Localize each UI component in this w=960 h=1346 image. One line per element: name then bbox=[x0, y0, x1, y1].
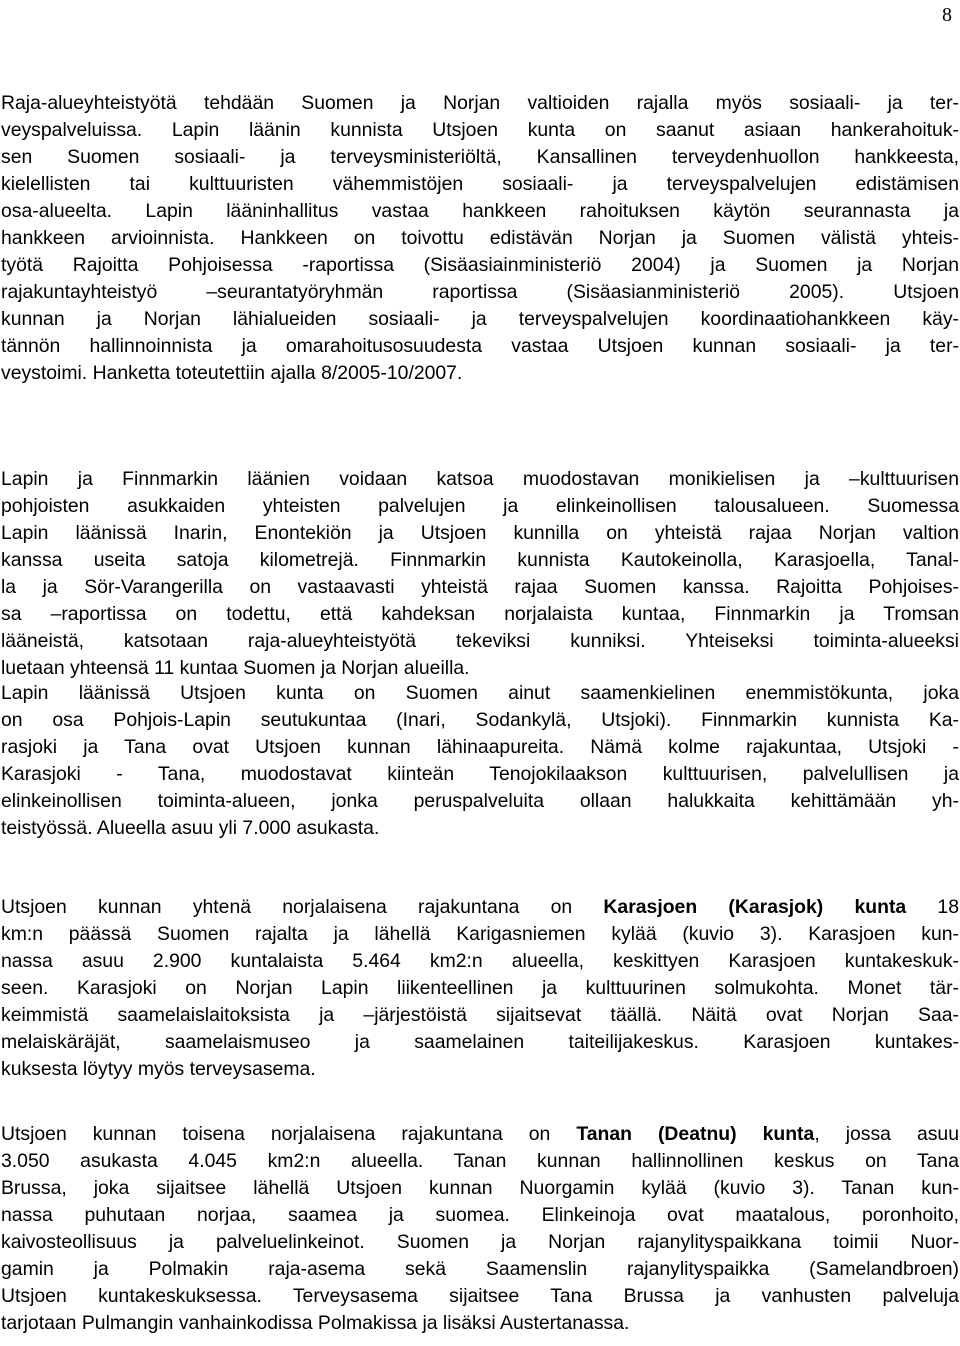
text-line: lääneistä, katsotaan raja-alueyhteistyötä tekeviksi kunniksi. Yhteiseksi toiminta-alueeksi bbox=[1, 630, 959, 652]
text-line: Utsjoen kunnan yhtenä norjalaisena rajakuntana on Karasjoen (Karasjok) kunta 18 bbox=[1, 896, 959, 918]
text-line: rasjoki ja Tana ovat Utsjoen kunnan lähinaapureita. Nämä kolme rajakuntaa, Utsjoki - bbox=[1, 736, 959, 758]
text-line: työtä Rajoitta Pohjoisessa -raportissa (Sisäasiainministeriö 2004) ja Suomen ja Norjan bbox=[1, 254, 959, 276]
text-line: nassa asuu 2.900 kuntalaista 5.464 km2:n alueella, keskittyen Karasjoen kuntakeskuk- bbox=[1, 950, 959, 972]
text-line: sa –raportissa on todettu, että kahdeksan norjalaista kuntaa, Finnmarkin ja Tromsan bbox=[1, 603, 959, 625]
text-line: 3.050 asukasta 4.045 km2:n alueella. Tanan kunnan hallinnollinen keskus on Tana bbox=[1, 1150, 959, 1172]
text-line: veyspalveluissa. Lapin läänin kunnista Utsjoen kunta on saanut asiaan hankerahoituk- bbox=[1, 119, 959, 141]
text-line: kielellisten tai kulttuuristen vähemmistöjen sosiaali- ja terveyspalvelujen edistämisen bbox=[1, 173, 959, 195]
text-line: Lapin läänissä Utsjoen kunta on Suomen ainut saamenkielinen enemmistökunta, joka bbox=[1, 682, 959, 704]
bold-term: Karasjoen (Karasjok) kunta bbox=[603, 896, 907, 918]
text-line: Lapin ja Finnmarkin läänien voidaan katsoa muodostavan monikielisen ja –kulttuurisen bbox=[1, 468, 959, 490]
text-line: tarjotaan Pulmangin vanhainkodissa Polmakissa ja lisäksi Austertanassa. bbox=[1, 1312, 630, 1334]
text-line: rajakuntayhteistyö –seurantatyöryhmän raportissa (Sisäasianministeriö 2005). Utsjoen bbox=[1, 281, 959, 303]
text-line: seen. Karasjoki on Norjan Lapin liikenteellinen ja kulttuurinen solmukohta. Monet tär- bbox=[1, 977, 959, 999]
text-line: nassa puhutaan norjaa, saamea ja suomea. Elinkeinoja ovat maatalous, poronhoito, bbox=[1, 1204, 959, 1226]
text-line: elinkeinollisen toiminta-alueen, jonka peruspalveluita ollaan halukkaita kehittämään yh- bbox=[1, 790, 959, 812]
text-line: kunnan ja Norjan lähialueiden sosiaali- ja terveyspalvelujen koordinaatiohankkeen käy- bbox=[1, 308, 959, 330]
text-line: kaivosteollisuus ja palveluelinkeinot. Suomen ja Norjan rajanylityspaikkana toimii Nuor- bbox=[1, 1231, 959, 1253]
text-line: Raja-alueyhteistyötä tehdään Suomen ja Norjan valtioiden rajalla myös sosiaali- ja ter- bbox=[1, 92, 959, 114]
text-line: Lapin läänissä Inarin, Enontekiön ja Utsjoen kunnilla on yhteistä rajaa Norjan valtion bbox=[1, 522, 959, 544]
text-line: Utsjoen kuntakeskuksessa. Terveysasema sijaitsee Tana Brussa ja vanhusten palveluja bbox=[1, 1285, 959, 1307]
bold-term: Tanan (Deatnu) kunta bbox=[576, 1123, 815, 1145]
text-line: sen Suomen sosiaali- ja terveysministeriöltä, Kansallinen terveydenhuollon hankkeesta, bbox=[1, 146, 959, 168]
text-line: Utsjoen kunnan toisena norjalaisena rajakuntana on Tanan (Deatnu) kunta, jossa asuu bbox=[1, 1123, 959, 1145]
text-line: luetaan yhteensä 11 kuntaa Suomen ja Norjan alueilla. bbox=[1, 657, 470, 679]
text-line: kuksesta löytyy myös terveysasema. bbox=[1, 1058, 316, 1080]
text-line: pohjoisten asukkaiden yhteisten palvelujen ja elinkeinollisen talousalueen. Suomessa bbox=[1, 495, 959, 517]
text-line: melaiskäräjät, saamelaismuseo ja saamelainen taiteilijakeskus. Karasjoen kuntakes- bbox=[1, 1031, 959, 1053]
text-line: osa-alueelta. Lapin lääninhallitus vastaa hankkeen rahoituksen käytön seurannasta ja bbox=[1, 200, 959, 222]
text-line: keimmistä saamelaislaitoksista ja –järjestöistä sijaitsevat täällä. Näitä ovat Norjan Saa- bbox=[1, 1004, 959, 1026]
text-line: kanssa useita satoja kilometrejä. Finnmarkin kunnista Kautokeinolla, Karasjoella, Tanal- bbox=[1, 549, 959, 571]
text-line: on osa Pohjois-Lapin seutukuntaa (Inari, Sodankylä, Utsjoki). Finnmarkin kunnista Ka- bbox=[1, 709, 959, 731]
text-line: gamin ja Polmakin raja-asema sekä Saamenslin rajanylityspaikka (Samelandbroen) bbox=[1, 1258, 959, 1280]
text-line: Brussa, joka sijaitsee lähellä Utsjoen kunnan Nuorgamin kylää (kuvio 3). Tanan kun- bbox=[1, 1177, 959, 1199]
text-line: km:n päässä Suomen rajalta ja lähellä Karigasniemen kylää (kuvio 3). Karasjoen kun- bbox=[1, 923, 959, 945]
text-line: Karasjoki - Tana, muodostavat kiinteän Tenojokilaakson kulttuurisen, palvelullisen ja bbox=[1, 763, 959, 785]
text-line: teistyössä. Alueella asuu yli 7.000 asukasta. bbox=[1, 817, 380, 839]
text-line: tännön hallinnoinnista ja omarahoitusosuudesta vastaa Utsjoen kunnan sosiaali- ja ter- bbox=[1, 335, 959, 357]
text-line: hankkeen arvioinnista. Hankkeen on toivottu edistävän Norjan ja Suomen välistä yhteis- bbox=[1, 227, 959, 249]
page-number: 8 bbox=[942, 4, 952, 26]
text-line: veystoimi. Hanketta toteutettiin ajalla 8/2005-10/2007. bbox=[1, 362, 463, 384]
text-line: la ja Sör-Varangerilla on vastaavasti yhteistä rajaa Suomen kanssa. Rajoitta Pohjoises- bbox=[1, 576, 959, 598]
